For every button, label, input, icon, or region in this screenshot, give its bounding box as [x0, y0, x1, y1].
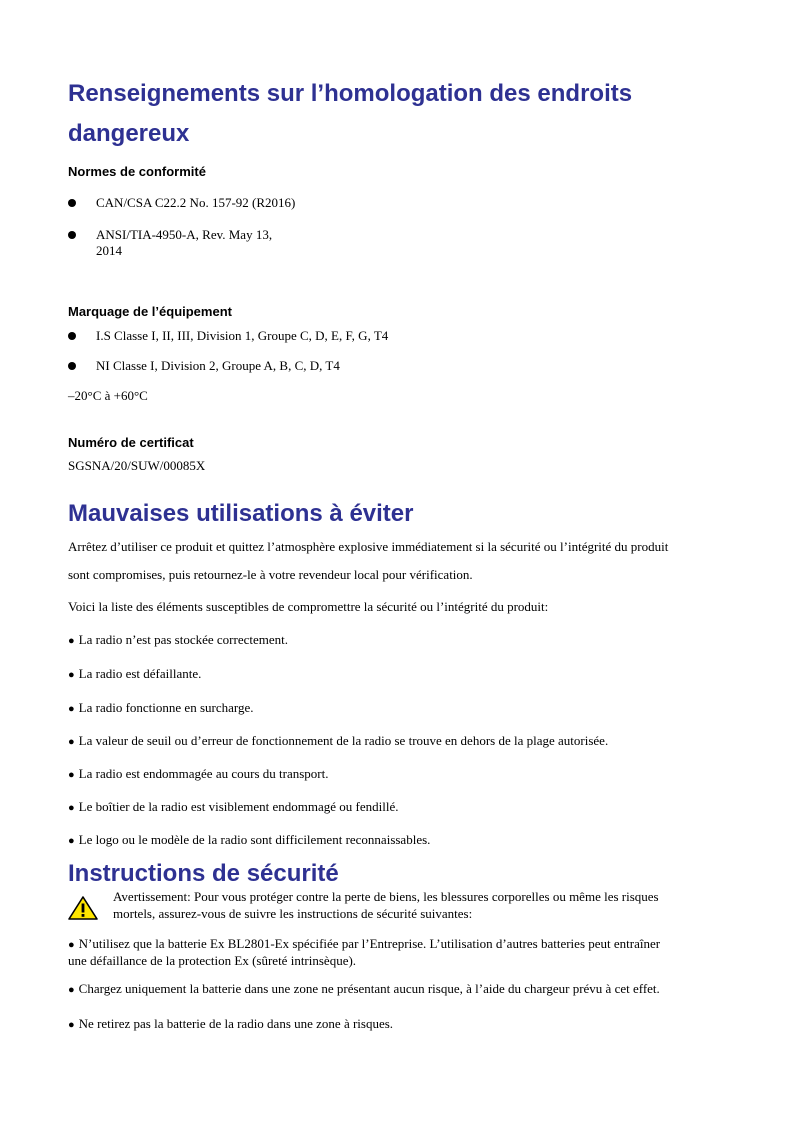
normes-item-continuation: 2014: [96, 243, 122, 258]
marquage-heading: Marquage de l’équipement: [68, 304, 232, 319]
normes-heading: Normes de conformité: [68, 164, 206, 179]
safety-instruction-text: Chargez uniquement la batterie dans une zone ne présentant aucun risque, à l’aide du chargeur prévu à cet effet.: [78, 981, 660, 996]
misuse-item: Le logo ou le modèle de la radio sont difficilement reconnaissables.: [78, 832, 431, 847]
bullet-icon: ●: [68, 1019, 75, 1031]
certificat-heading: Numéro de certificat: [68, 435, 194, 450]
section-title-mauvaises-utilisations: Mauvaises utilisations à éviter: [68, 500, 414, 527]
marquage-item: NI Classe I, Division 2, Groupe A, B, C, D, T4: [96, 358, 340, 373]
misuse-item: La valeur de seuil ou d’erreur de fonctionnement de la radio se trouve en dehors de la plage autorisée.: [78, 733, 609, 748]
list-item: [68, 666, 201, 682]
bullet-icon: ●: [68, 669, 75, 681]
marquage-item: I.S Classe I, II, III, Division 1, Groupe C, D, E, F, G, T4: [96, 328, 389, 343]
bullet-icon: [68, 231, 76, 239]
safety-instruction-text: Ne retirez pas la batterie de la radio dans une zone à risques.: [78, 1016, 394, 1031]
section-title-homologation-line1: Renseignements sur l’homologation des endroits: [68, 80, 633, 107]
bullet-icon: ●: [68, 984, 75, 996]
misuse-item: La radio est endommagée au cours du transport.: [78, 766, 329, 781]
misuse-item: Le boîtier de la radio est visiblement endommagé ou fendillé.: [78, 799, 399, 814]
bullet-icon: ●: [68, 802, 75, 814]
warning-icon: [68, 896, 98, 920]
warning-line: mortels, assurez-vous de suivre les instructions de sécurité suivantes:: [113, 906, 473, 921]
list-item: [68, 832, 430, 848]
normes-item: CAN/CSA C22.2 No. 157-92 (R2016): [96, 195, 296, 210]
list-item: [68, 799, 399, 815]
bullet-icon: [68, 199, 76, 207]
list-intro: Voici la liste des éléments susceptibles de compromettre la sécurité ou l’intégrité du produit:: [68, 599, 549, 614]
misuse-item: La radio n’est pas stockée correctement.: [78, 632, 289, 647]
bullet-icon: [68, 332, 76, 340]
safety-instruction-item: [68, 981, 660, 997]
temperature-range: –20°C à +60°C: [68, 388, 148, 403]
bullet-icon: ●: [68, 736, 75, 748]
safety-instruction-item: [68, 936, 728, 969]
warning-text: [113, 888, 733, 922]
warning-line: Avertissement: Pour vous protéger contre la perte de biens, les blessures corporelles ou même les risques: [113, 889, 659, 904]
bullet-icon: ●: [68, 635, 75, 647]
list-item: [68, 733, 608, 749]
misuse-item: La radio fonctionne en surcharge.: [78, 700, 254, 715]
bullet-icon: ●: [68, 835, 75, 847]
bullet-icon: ●: [68, 939, 75, 951]
misuse-item: La radio est défaillante.: [78, 666, 202, 681]
list-item: [68, 632, 288, 648]
intro-line: sont compromises, puis retournez-le à votre revendeur local pour vérification.: [68, 567, 473, 582]
normes-item: ANSI/TIA-4950-A, Rev. May 13,: [96, 227, 273, 242]
section-title-instructions-securite: Instructions de sécurité: [68, 860, 339, 887]
safety-instruction-text: une défaillance de la protection Ex (sûreté intrinsèque).: [68, 953, 357, 968]
list-item: [68, 700, 253, 716]
safety-instruction-item: [68, 1016, 393, 1032]
bullet-icon: ●: [68, 703, 75, 715]
section-title-homologation-line2: dangereux: [68, 120, 190, 147]
intro-line: Arrêtez d’utiliser ce produit et quittez l’atmosphère explosive immédiatement si la sécurité ou l’intégrité du produit: [68, 539, 669, 554]
safety-instruction-text: N’utilisez que la batterie Ex BL2801-Ex spécifiée par l’Entreprise. L’utilisation d’autres batteries peut entraîner: [78, 936, 661, 951]
list-item: [68, 766, 328, 782]
bullet-icon: ●: [68, 769, 75, 781]
certificat-number: SGSNA/20/SUW/00085X: [68, 458, 206, 473]
bullet-icon: [68, 362, 76, 370]
